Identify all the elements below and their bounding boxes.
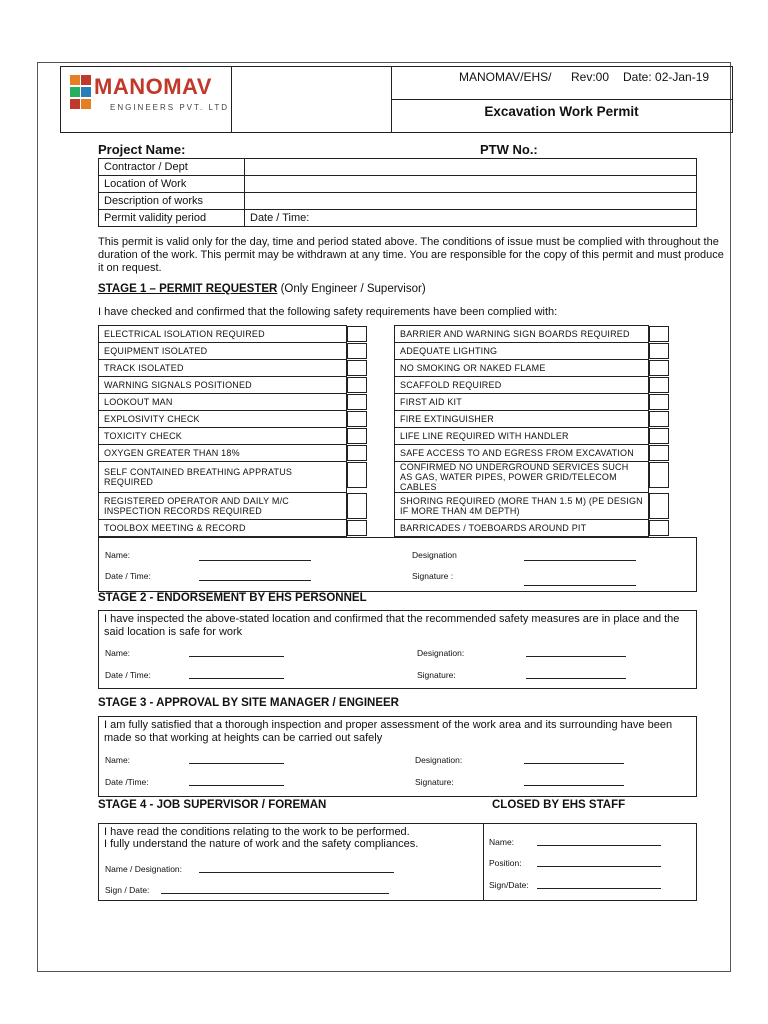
- table-row: [99, 210, 697, 227]
- checklist-checkbox-left[interactable]: [347, 377, 367, 393]
- row-value[interactable]: [245, 193, 697, 210]
- header-blank-cell: [231, 67, 392, 133]
- checklist-row: [99, 343, 697, 360]
- document-title: Excavation Work Permit: [484, 104, 639, 119]
- checklist-row: [99, 520, 697, 537]
- checklist-checkbox-left[interactable]: [347, 493, 367, 519]
- checklist-checkbox-left[interactable]: [347, 326, 367, 342]
- checklist-row: [99, 326, 697, 343]
- permit-conditions-text: This permit is valid only for the day, time and period stated above. The conditions of issue must be complied with throughout the duration of the work. This permit may be withdrawn at any time. You are responsible for the copy of this permit and must produce it on request.: [98, 236, 724, 274]
- stage3-box: [98, 716, 697, 797]
- stage2-signature-line[interactable]: [526, 678, 626, 679]
- closed-position-line[interactable]: [537, 866, 661, 867]
- checklist-checkbox-right[interactable]: [649, 411, 669, 427]
- checklist-item-left: TOOLBOX MEETING & RECORD: [99, 520, 347, 537]
- checklist-item-right: NO SMOKING OR NAKED FLAME: [395, 360, 649, 377]
- logo-mark-icon: [70, 75, 92, 111]
- stage4-sign-date-line[interactable]: [161, 893, 389, 894]
- checklist-item-left: EQUIPMENT ISOLATED: [99, 343, 347, 360]
- stage4-name-designation-label: Name / Designation:: [105, 864, 183, 874]
- document-reference: [391, 67, 732, 100]
- stage3-datetime-line[interactable]: [189, 785, 284, 786]
- stage1-signature-label: Signature :: [412, 571, 454, 581]
- stage2-name-line[interactable]: [189, 656, 284, 657]
- checklist-item-left: TOXICITY CHECK: [99, 428, 347, 445]
- stage1-designation-line[interactable]: [524, 560, 636, 561]
- checklist-checkbox-right[interactable]: [649, 462, 669, 488]
- document-header: [60, 66, 733, 133]
- stage2-designation-line[interactable]: [526, 656, 626, 657]
- row-label: Location of Work: [99, 176, 245, 193]
- table-row: [99, 159, 697, 176]
- stage2-datetime-label: Date / Time:: [105, 670, 151, 680]
- checklist-item-right: FIRST AID KIT: [395, 394, 649, 411]
- stage2-name-label: Name:: [105, 648, 131, 658]
- checklist-checkbox-left[interactable]: [347, 394, 367, 410]
- stage4-title: STAGE 4 - JOB SUPERVISOR / FOREMAN: [98, 799, 327, 811]
- checklist-item-left: LOOKOUT MAN: [99, 394, 347, 411]
- company-logo: [61, 67, 232, 133]
- checklist-checkbox-right[interactable]: [649, 445, 669, 461]
- checklist-item-right: LIFE LINE REQUIRED WITH HANDLER: [395, 428, 649, 445]
- stage4-divider: [483, 824, 484, 900]
- checklist-checkbox-right[interactable]: [649, 343, 669, 359]
- checklist-checkbox-left[interactable]: [347, 343, 367, 359]
- checklist-checkbox-left[interactable]: [347, 520, 367, 536]
- closed-sign-date-label: Sign/Date:: [489, 880, 529, 890]
- project-details-table: [98, 158, 697, 227]
- checklist-item-right: ADEQUATE LIGHTING: [395, 343, 649, 360]
- closed-name-label: Name:: [489, 837, 515, 847]
- checklist-checkbox-left[interactable]: [347, 411, 367, 427]
- stage3-designation-label: Designation:: [415, 755, 463, 765]
- stage2-text: I have inspected the above-stated location and confirmed that the recommended safety measures are in place and the said location is safe for work: [104, 613, 680, 638]
- stage3-title: STAGE 3 - APPROVAL BY SITE MANAGER / ENGINEER: [98, 697, 399, 709]
- stage3-designation-line[interactable]: [524, 763, 624, 764]
- checklist-checkbox-right[interactable]: [649, 394, 669, 410]
- stage1-datetime-label: Date / Time:: [105, 571, 151, 581]
- safety-checklist-table: [98, 325, 697, 537]
- checklist-checkbox-right[interactable]: [649, 520, 669, 536]
- closed-sign-date-line[interactable]: [537, 888, 661, 889]
- checklist-checkbox-left[interactable]: [347, 445, 367, 461]
- stage3-text: I am fully satisfied that a thorough inspection and proper assessment of the work area and its surrounding have been made so that working at heights can be carried out safely: [104, 719, 673, 744]
- doc-date: Date: 02-Jan-19: [623, 70, 710, 84]
- checklist-row: [99, 411, 697, 428]
- stage1-signoff-box: [98, 537, 697, 592]
- checklist-checkbox-right[interactable]: [649, 493, 669, 519]
- company-name: MANOMAV: [94, 74, 212, 99]
- checklist-item-right: SCAFFOLD REQUIRED: [395, 377, 649, 394]
- stage1-datetime-line[interactable]: [199, 580, 311, 581]
- row-value[interactable]: [245, 159, 697, 176]
- stage3-datetime-label: Date /Time:: [105, 777, 149, 787]
- row-value[interactable]: Date / Time:: [245, 210, 697, 227]
- stage3-signature-line[interactable]: [524, 785, 624, 786]
- checklist-checkbox-left[interactable]: [347, 428, 367, 444]
- company-subtitle: ENGINEERS PVT. LTD: [110, 103, 229, 112]
- table-row: [99, 193, 697, 210]
- checklist-item-right: SHORING REQUIRED (MORE THAN 1.5 M) (PE DESIGN IF MORE THAN 4M DEPTH): [395, 493, 649, 520]
- closed-name-line[interactable]: [537, 845, 661, 846]
- doc-ref: MANOMAV/EHS/: [459, 70, 552, 84]
- stage3-signature-label: Signature:: [415, 777, 454, 787]
- stage4-box: [98, 823, 697, 901]
- stage3-name-label: Name:: [105, 755, 131, 765]
- checklist-item-right: SAFE ACCESS TO AND EGRESS FROM EXCAVATION: [395, 445, 649, 462]
- checklist-row: [99, 377, 697, 394]
- stage4-line2: I fully understand the nature of work and the safety compliances.: [104, 838, 419, 850]
- stage4-line1: I have read the conditions relating to the work to be performed.: [104, 826, 410, 838]
- stage2-datetime-line[interactable]: [189, 678, 284, 679]
- checklist-row: [99, 462, 697, 493]
- stage4-sign-date-label: Sign / Date:: [105, 885, 150, 895]
- table-row: [99, 176, 697, 193]
- stage2-signature-label: Signature:: [417, 670, 456, 680]
- checklist-checkbox-right[interactable]: [649, 360, 669, 376]
- project-name-label: Project Name:: [98, 142, 186, 157]
- stage2-designation-label: Designation:: [417, 648, 465, 658]
- ptw-number-label: PTW No.:: [480, 142, 538, 157]
- row-value[interactable]: [245, 176, 697, 193]
- checklist-item-left: SELF CONTAINED BREATHING APPRATUS REQUIRED: [99, 462, 347, 493]
- stage4-name-designation-line[interactable]: [199, 872, 394, 873]
- stage1-signature-line[interactable]: [524, 585, 636, 586]
- checklist-item-left: TRACK ISOLATED: [99, 360, 347, 377]
- stage1-note: (Only Engineer / Supervisor): [280, 283, 426, 295]
- checklist-item-left: REGISTERED OPERATOR AND DAILY M/C INSPECTION RECORDS REQUIRED: [99, 493, 347, 520]
- checklist-checkbox-left[interactable]: [347, 360, 367, 376]
- row-label: Permit validity period: [99, 210, 245, 227]
- checklist-row: [99, 394, 697, 411]
- checklist-row: [99, 360, 697, 377]
- checklist-item-right: FIRE EXTINGUISHER: [395, 411, 649, 428]
- stage3-name-line[interactable]: [189, 763, 284, 764]
- stage2-title: STAGE 2 - ENDORSEMENT BY EHS PERSONNEL: [98, 592, 367, 604]
- stage1-heading: [98, 283, 426, 295]
- stage1-title: STAGE 1 – PERMIT REQUESTER: [98, 283, 278, 295]
- checklist-row: [99, 445, 697, 462]
- checklist-item-left: WARNING SIGNALS POSITIONED: [99, 377, 347, 394]
- checklist-checkbox-left[interactable]: [347, 462, 367, 488]
- checklist-checkbox-right[interactable]: [649, 326, 669, 342]
- checklist-checkbox-right[interactable]: [649, 377, 669, 393]
- checklist-item-left: EXPLOSIVITY CHECK: [99, 411, 347, 428]
- checklist-item-right: BARRICADES / TOEBOARDS AROUND PIT: [395, 520, 649, 537]
- closed-position-label: Position:: [489, 858, 522, 868]
- checklist-item-right: CONFIRMED NO UNDERGROUND SERVICES SUCH AS GAS, WATER PIPES, POWER GRID/TELECOM CABLES: [395, 462, 649, 493]
- stage1-confirm-text: I have checked and confirmed that the following safety requirements have been complied with:: [98, 306, 558, 318]
- checklist-item-right: BARRIER AND WARNING SIGN BOARDS REQUIRED: [395, 326, 649, 343]
- checklist-row: [99, 493, 697, 520]
- stage1-designation-label: Designation: [412, 550, 457, 560]
- stage1-name-label: Name:: [105, 550, 131, 560]
- row-label: Contractor / Dept: [99, 159, 245, 176]
- checklist-checkbox-right[interactable]: [649, 428, 669, 444]
- checklist-item-left: OXYGEN GREATER THAN 18%: [99, 445, 347, 462]
- stage2-box: [98, 610, 697, 689]
- checklist-row: [99, 428, 697, 445]
- stage1-name-line[interactable]: [199, 560, 311, 561]
- doc-rev: Rev:00: [571, 70, 610, 84]
- row-label: Description of works: [99, 193, 245, 210]
- checklist-item-left: ELECTRICAL ISOLATION REQUIRED: [99, 326, 347, 343]
- closed-by-ehs-title: CLOSED BY EHS STAFF: [492, 799, 626, 811]
